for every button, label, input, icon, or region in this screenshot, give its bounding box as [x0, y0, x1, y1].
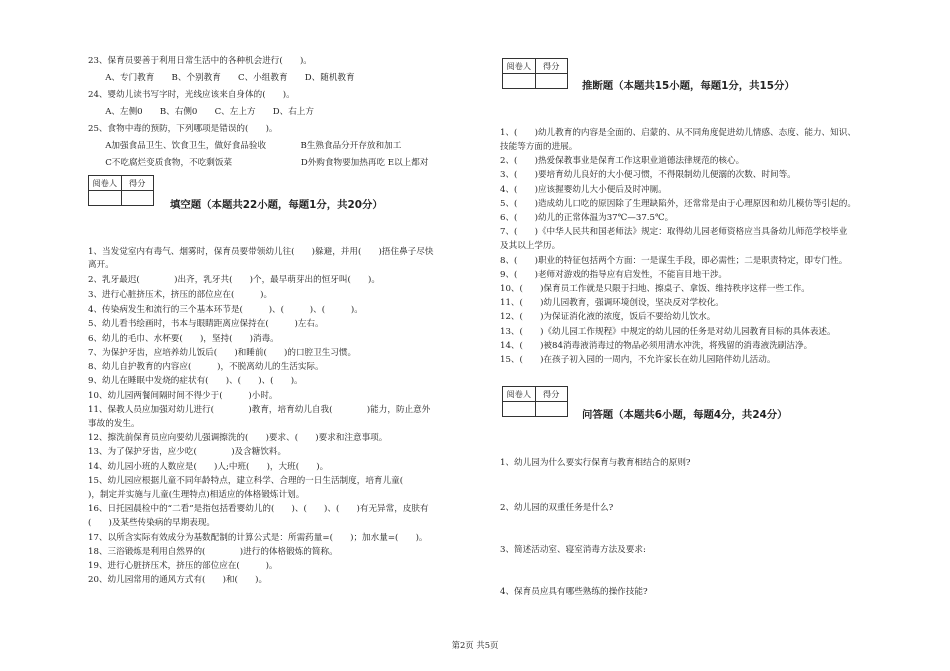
- text-line: 14、( )被84消毒液消毒过的物品必须用清水冲洗，将残留的消毒液洗刷洁净。: [500, 341, 813, 351]
- text-line: 25、食物中毒的预防，下列哪项是错误的( )。: [88, 124, 278, 134]
- text-line: 2、乳牙最迟( )出齐，乳牙共( )个，最早萌芽出的恒牙叫( )。: [88, 275, 380, 285]
- text-line: 11、保教人员应加强对幼儿进行( )教育，培育幼儿自我( )能力，防止意外: [88, 405, 431, 415]
- text-line: 2、( )热爱保教事业是保育工作这职业道德法律规范的核心。: [500, 156, 745, 166]
- text-line: 17、以所含实际有效成分为基数配制的计算公式是：所需药量=( )；加水量=( )。: [88, 533, 428, 543]
- text-line: 4、传染病发生和流行的三个基本环节是( )、( )、( )。: [88, 305, 363, 315]
- text-line: 13、( )《幼儿园工作规程》中规定的幼儿园的任务是对幼儿园教育目标的具体表述。: [500, 327, 836, 337]
- text-line: 技能等方面的进展。: [500, 142, 578, 152]
- text-line: 5、( )造成幼儿口吃的原因除了生理缺陷外，还常常是由于心理原因和幼儿模仿等引起的。: [500, 199, 856, 209]
- judge-section-title: 推断题（本题共15小题，每题1分，共15分）: [582, 80, 795, 92]
- text-line: C不吃腐烂变质食物，不吃剩饭菜 D外购食物要加热再吃 E以上都对: [88, 158, 429, 168]
- text-line: A、专门教育 B、个别教育 C、小组教育 D、随机教育: [88, 73, 355, 83]
- reviewer-label: 阅卷人: [506, 389, 532, 399]
- text-line: 6、( )幼儿的正常体温为37℃—37.5℃。: [500, 213, 674, 223]
- text-line: )，制定并实施与儿童(生理特点)相适应的体格锻炼计划。: [88, 490, 305, 500]
- text-line: 8、( )职业的特征包括两个方面：一是谋生手段，即必需性；二是职责特定，即专门性。: [500, 256, 848, 266]
- text-line: A加强食品卫生、饮食卫生，做好食品验收 B生熟食品分开存放和加工: [88, 141, 402, 151]
- score-label: 得分: [121, 176, 154, 190]
- text-line: 1、( )幼儿教育的内容是全面的、启蒙的、从不同角度促进幼儿情感、态度、能力、知识、: [500, 128, 856, 138]
- text-line: 18、三浴锻炼是利用自然界的( )进行的体格锻炼的简称。: [88, 547, 338, 557]
- text-line: 10、幼儿园两餐间隔时间不得少于( )小时。: [88, 391, 278, 401]
- text-line: 16、日托园晨检中的“二看”是指包括看婴幼儿的( )、( )、( )有无异常，皮肤有: [88, 504, 429, 514]
- qa-question: 4、保育员应具有哪些熟练的操作技能?: [500, 587, 648, 597]
- text-line: 14、幼儿园小班的人数应是( )人;中班( )，大班( )。: [88, 462, 329, 472]
- score-label: 得分: [535, 387, 568, 401]
- text-line: 19、进行心脏挤压术，挤压的部位应在( )。: [88, 561, 278, 571]
- text-line: 12、( )为保证消化液的浓度，饭后不要给幼儿饮水。: [500, 312, 716, 322]
- qa-question: 1、幼儿园为什么要实行保育与教育相结合的原则?: [500, 458, 691, 468]
- text-line: 24、婴幼儿读书写字时，光线应该来自身体的( )。: [88, 90, 295, 100]
- score-box: [502, 58, 568, 89]
- text-line: 12、擦洗前保育员应向要幼儿强调擦洗的( )要求、( )要求和注意事项。: [88, 433, 388, 443]
- text-line: 及其以上学历。: [500, 241, 561, 251]
- text-line: 9、幼儿在睡眠中发烧的症状有( )、( )、( )。: [88, 376, 303, 386]
- qa-question: 2、幼儿园的双重任务是什么?: [500, 503, 614, 513]
- text-line: 离开。: [88, 260, 114, 270]
- reviewer-label: 阅卷人: [506, 61, 532, 71]
- qa-section-title: 问答题（本题共6小题，每题4分，共24分）: [582, 409, 788, 421]
- text-line: 4、( )应该握婴幼儿大小便后及时冲厕。: [500, 185, 667, 195]
- text-line: 7、为保护牙齿，应培养幼儿饭后( )和睡前( )的口腔卫生习惯。: [88, 348, 357, 358]
- text-line: 23、保育员要善于利用日常生活中的各种机会进行( )。: [88, 56, 312, 66]
- text-line: 5、幼儿看书绘画时，书本与眼睛距离应保持在( )左右。: [88, 319, 324, 329]
- text-line: 8、幼儿自护教育的内容应( )，不脱离幼儿的生活实际。: [88, 362, 324, 372]
- text-line: ( )及某些传染病的早期表现。: [88, 518, 216, 528]
- text-line: 6、幼儿的毛巾、水杯要( )，坚持( )消毒。: [88, 334, 279, 344]
- text-line: A、左侧0 B、右侧0 C、左上方 D、右上方: [88, 107, 314, 117]
- text-line: 15、幼儿园应根据儿童不同年龄特点，建立科学、合理的一日生活制度，培育儿童(: [88, 476, 429, 486]
- text-line: 3、( )要培育幼儿良好的大小便习惯，不得限制幼儿便溺的次数、时间等。: [500, 170, 796, 180]
- score-box: [88, 175, 154, 206]
- text-line: 10、( )保育员工作就是只限于扫地、擦桌子、拿饭、维持秩序这样一些工作。: [500, 284, 810, 294]
- text-line: 3、进行心脏挤压术，挤压的部位应在( )。: [88, 290, 273, 300]
- score-box: [502, 386, 568, 417]
- page-footer: 第2页 共5页: [451, 640, 499, 650]
- text-line: 15、( )在孩子初入园的一周内，不允许家长在幼儿园陪伴幼儿活动。: [500, 355, 776, 365]
- text-line: 11、( )幼儿园教育，强调环境创设，坚决反对学校化。: [500, 298, 724, 308]
- score-label: 得分: [535, 59, 568, 73]
- qa-question: 3、简述活动室、寝室消毒方法及要求:: [500, 545, 646, 555]
- text-line: 20、幼儿园常用的通风方式有( )和( )。: [88, 575, 268, 585]
- text-line: 1、当发觉室内有毒气、烟雾时，保育员要带领幼儿往( )躲避，并用( )捂住鼻子尽快: [88, 247, 434, 257]
- fill-section-title: 填空题（本题共22小题，每题1分，共20分）: [170, 199, 383, 211]
- text-line: 13、为了保护牙齿，应少吃( )及含糖饮料。: [88, 447, 287, 457]
- text-line: 事故的发生。: [88, 419, 140, 429]
- text-line: 9、( )老师对游戏的指导应有启发性，不能盲目地干涉。: [500, 270, 728, 280]
- reviewer-label: 阅卷人: [92, 178, 118, 188]
- text-line: 7、( )《中华人民共和国老师法》规定：取得幼儿园老师资格应当具备幼儿师范学校毕业: [500, 227, 848, 237]
